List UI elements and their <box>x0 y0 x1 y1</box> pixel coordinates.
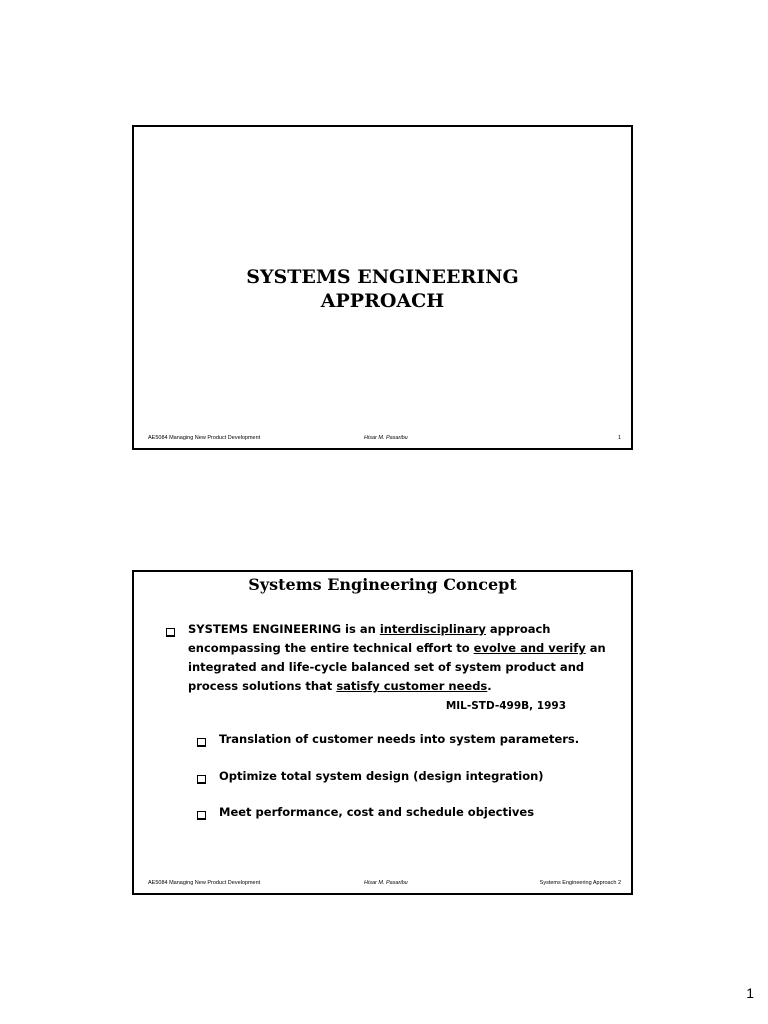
text-run: SYSTEMS ENGINEERING is an <box>188 622 380 636</box>
checkbox-bullet-icon <box>197 738 206 747</box>
slide-1 <box>132 125 633 450</box>
page-number: 1 <box>746 985 754 1001</box>
footer-slide-number: 1 <box>617 435 621 441</box>
text-run: approach <box>485 622 551 636</box>
definition-line-1 <box>188 620 608 639</box>
slide-2 <box>132 570 633 895</box>
underlined-term: interdisciplinary <box>379 622 486 636</box>
text-run: an <box>585 641 606 655</box>
definition-line-3: integrated and life-cycle balanced set of system product and <box>188 660 585 674</box>
text-run: . <box>487 679 492 693</box>
slide-title-line-1: SYSTEMS ENGINEERING <box>246 266 519 288</box>
list-item: Optimize total system design (design integration) <box>219 769 544 783</box>
footer-course: AE5084 Managing New Product Development <box>148 880 261 886</box>
footer-author: Hisar M. Pasaribu <box>364 880 408 886</box>
slide-footer <box>148 433 621 443</box>
footer-slide-number: Systems Engineering Approach 2 <box>539 880 621 886</box>
checkbox-bullet-icon <box>197 811 206 820</box>
slide-footer <box>148 878 621 888</box>
list-item: Translation of customer needs into system parameters. <box>219 732 580 746</box>
definition-line-2 <box>188 639 608 658</box>
slide-title <box>134 265 631 313</box>
citation: MIL-STD-499B, 1993 <box>445 700 566 712</box>
slide-title-line-2: APPROACH <box>320 290 445 312</box>
underlined-term: satisfy customer needs <box>336 679 488 693</box>
underlined-term: evolve and verify <box>473 641 586 655</box>
list-item: Meet performance, cost and schedule objectives <box>219 805 535 819</box>
checkbox-bullet-icon <box>197 775 206 784</box>
definition-paragraph <box>188 620 608 696</box>
slide-heading: Systems Engineering Concept <box>248 575 517 594</box>
text-run: process solutions that <box>188 679 337 693</box>
text-run: encompassing the entire technical effort to <box>188 641 474 655</box>
checkbox-bullet-icon <box>166 628 175 637</box>
footer-author: Hisar M. Pasaribu <box>364 435 408 441</box>
footer-course: AE5084 Managing New Product Development <box>148 435 261 441</box>
definition-line-4 <box>188 677 608 696</box>
